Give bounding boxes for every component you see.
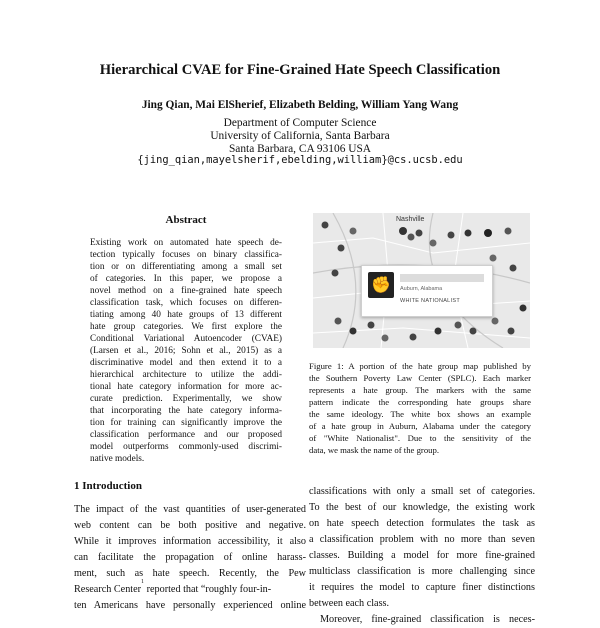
intro-line-end: reported that “roughly four-in-	[144, 584, 272, 595]
intro-line: While it improves information accessibility, it also	[74, 536, 306, 547]
body-line: classes. Building a model for more fine-grained	[309, 550, 535, 561]
body-line: Moreover, fine-grained classification is neces-	[320, 614, 535, 625]
abstract-line: curate prediction. Experimentally, we show	[90, 394, 282, 404]
caption-line: data, we mask the name of the group.	[309, 445, 440, 455]
masked-group-name	[400, 274, 484, 282]
body-line: on hate speech detection formulates the task as	[309, 518, 535, 529]
abstract-line: that incorporating the hate category informa-	[90, 406, 282, 416]
abstract-line: classification performance and our proposed	[90, 430, 282, 440]
author-emails: {jing_qian,mayelsherif,ebelding,william}@cs.ucsb.edu	[137, 154, 463, 166]
affiliation-address: Santa Barbara, CA 93106 USA	[228, 143, 372, 155]
body-line: a classification problem with no more than seven	[309, 534, 535, 545]
footnote-mark: 1	[141, 579, 145, 585]
caption-line: of a hate group in Auburn, Alabama under the category	[309, 421, 531, 431]
abstract-line: tion for training can significantly improve the	[90, 418, 282, 428]
hate-group-map	[313, 213, 530, 348]
abstract-line: model outperforms commonly-used discrimi-	[90, 442, 282, 452]
caption-line: the Southern Poverty Law Center (SPLC). Each marker	[309, 373, 531, 383]
abstract-line: discriminative model and then extend it to a	[90, 358, 282, 368]
abstract-line: Existing work on automated hate speech de-	[90, 238, 282, 248]
popup-ideology: WHITE NATIONALIST	[400, 298, 461, 304]
abstract-line: (Larsen et al., 2016; Sohn et al., 2015) as a	[90, 346, 282, 356]
caption-line: of "White Nationalist". Due to the sensitivity of the	[309, 433, 531, 443]
body-line: multiclass classification is more challenging since	[309, 566, 535, 577]
paper-title: Hierarchical CVAE for Fine-Grained Hate Speech Classification	[99, 62, 501, 78]
caption-line: represents a hate group. The markers with the same	[309, 385, 531, 395]
intro-line: web content can be both positive and negative.	[74, 520, 306, 531]
abstract-line: hierarchical architecture to utilize the addi-	[90, 370, 282, 380]
abstract-line: hate group categories. We first explore the	[90, 322, 282, 332]
abstract-line: classification task, which focuses on differen-	[90, 298, 282, 308]
intro-line: The impact of the vast quantities of user-generated	[74, 504, 306, 515]
caption-line: Figure 1: A portion of the hate group map published by	[309, 361, 531, 371]
body-line: between each class.	[309, 598, 390, 609]
intro-line: ten Americans have personally experienced online	[74, 600, 306, 611]
affiliation-university: University of California, Santa Barbara	[210, 130, 390, 142]
abstract-line: native models.	[90, 454, 145, 464]
intro-line-start: Research Center	[74, 584, 142, 595]
map-city-label: Nashville	[396, 216, 425, 223]
abstract-line: Conditional Variational Autoencoder (CVAE)	[90, 334, 282, 344]
abstract-line: of categories. In this paper, we propose a	[90, 274, 282, 284]
popup-location: Auburn, Alabama	[400, 286, 443, 292]
fist-icon: ✊	[368, 272, 394, 298]
abstract-line: tion or on differentiating among a small set	[90, 262, 282, 272]
caption-line: the same ideology. The white box shows an example	[309, 409, 531, 419]
abstract-heading: Abstract	[165, 214, 207, 226]
body-line: classifications with only a small set of categories.	[309, 486, 535, 497]
hate-group-popup	[361, 265, 493, 317]
abstract-line: tiating among 40 hate groups of 13 different	[90, 310, 282, 320]
body-line: To the best of our knowledge, the existing work	[309, 502, 535, 513]
abstract-line: tional hate category information for more ac-	[90, 382, 282, 392]
affiliation-department: Department of Computer Science	[223, 117, 377, 129]
body-line: it requires the model to capture finer distinctions	[309, 582, 535, 593]
introduction-heading: 1 Introduction	[74, 480, 142, 492]
authors: Jing Qian, Mai ElSherief, Elizabeth Belding, William Yang Wang	[141, 99, 459, 111]
intro-line: can facilitate the propagation of online harass-	[74, 552, 306, 563]
abstract-line: novel method on a fine-grained hate speech	[90, 286, 282, 296]
intro-line	[74, 579, 306, 598]
abstract-line: tection typically focuses on binary classifica-	[90, 250, 282, 260]
intro-line: ment, such as hate speech. Recently, the Pew	[74, 568, 306, 579]
caption-line: pattern indicate the corresponding hate groups share	[309, 397, 531, 407]
